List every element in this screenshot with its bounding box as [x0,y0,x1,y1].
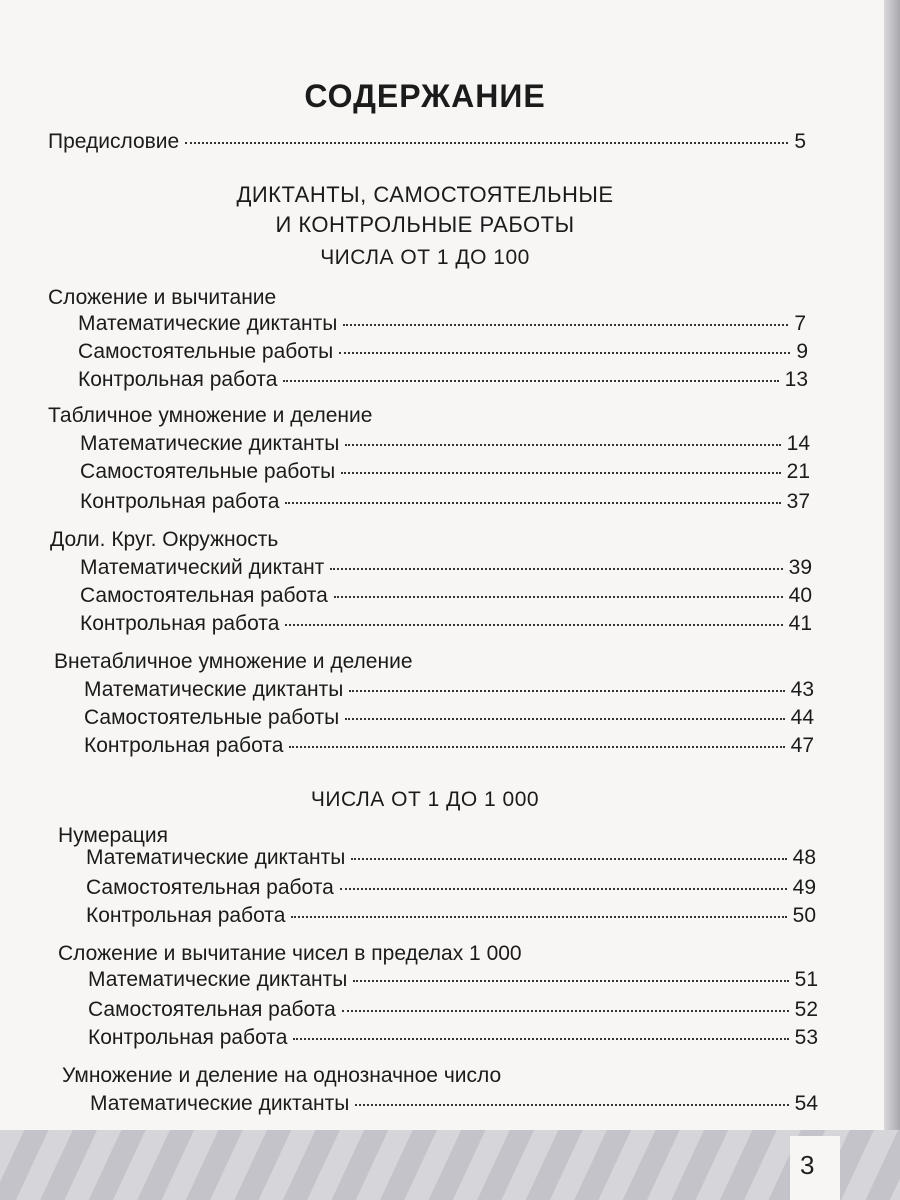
section-title: Внетабличное умножение и деление [54,650,413,673]
heading-line-2: И КОНТРОЛЬНЫЕ РАБОТЫ [275,212,575,237]
toc-row-label: Контрольная работа [86,904,286,927]
section-title: Сложение и вычитание чисел в пределах 1 000 [58,942,522,965]
dot-leader [353,980,788,982]
toc-row [78,340,808,364]
toc-row-page: 49 [792,876,816,899]
toc-row-page: 39 [788,556,812,579]
page-number-box [790,1136,840,1200]
heading-line-1: ДИКТАНТЫ, САМОСТОЯТЕЛЬНЫЕ [236,182,614,207]
toc-row [86,904,816,928]
toc-row [90,1092,818,1116]
toc-row-label: Математические диктанты [84,678,344,701]
toc-row [88,998,818,1022]
dot-leader [285,624,782,626]
toc-row-page: 9 [796,340,808,363]
toc-row-label: Самостоятельная работа [86,876,334,899]
toc-row [84,706,814,730]
toc-row-label: Самостоятельная работа [88,998,336,1021]
toc-row-label: Самостоятельные работы [80,460,336,483]
dot-leader [343,324,788,326]
toc-row [84,678,814,702]
dot-leader [291,916,786,918]
toc-row-page: 47 [790,734,814,757]
toc-row-label: Контрольная работа [80,612,280,635]
toc-row [86,876,816,900]
toc-row [80,490,810,514]
toc-title: СОДЕРЖАНИЕ [304,78,546,114]
toc-row-page: 51 [794,968,818,991]
section-title: Сложение и вычитание [48,286,277,309]
toc-row-label: Самостоятельная работа [80,584,328,607]
toc-row-page: 41 [788,612,812,635]
toc-row-page: 52 [794,998,818,1021]
dot-leader [330,568,782,570]
toc-row [88,968,818,992]
toc-row-label: Контрольная работа [88,1026,288,1049]
toc-row-label: Контрольная работа [80,490,280,513]
dot-leader [351,858,786,860]
toc-row [78,312,806,336]
dot-leader [289,746,784,748]
dot-leader [285,502,780,504]
toc-row [78,368,808,392]
toc-row-page: 44 [790,706,814,729]
toc-row-page: 37 [786,490,810,513]
dot-leader [342,1010,789,1012]
page-number: 3 [800,1150,815,1180]
toc-row-label: Самостоятельные работы [78,340,334,363]
section-title: Доли. Круг. Окружность [50,528,279,551]
toc-row-page: 53 [794,1026,818,1049]
page-edge [884,0,900,1200]
dot-leader [293,1038,788,1040]
toc-row-label: Математические диктанты [88,968,348,991]
toc-row [86,846,816,870]
toc-row [80,584,812,608]
toc-row-page: 43 [790,678,814,701]
dot-leader [345,718,784,720]
toc-row-preface [48,130,806,154]
toc-row-page: 14 [786,432,810,455]
toc-row-page: 13 [784,368,808,391]
toc-row-page: 48 [792,846,816,869]
toc-row [88,1026,818,1050]
toc-row-label: Контрольная работа [78,368,278,391]
part2-title: ЧИСЛА ОТ 1 ДО 1 000 [310,788,540,811]
toc-row-label: Математические диктанты [80,432,340,455]
toc-row [80,460,810,484]
part1-title: ЧИСЛА ОТ 1 ДО 100 [320,246,530,269]
toc-row-page: 7 [794,312,806,335]
section-title: Табличное умножение и деление [48,404,373,427]
toc-row-page: 5 [794,130,806,153]
section-title: Умножение и деление на однозначное число [62,1064,502,1087]
toc-row [80,432,810,456]
dot-leader [339,352,790,354]
toc-row-label: Математический диктант [80,556,325,579]
dot-leader [355,1104,788,1106]
toc-row-label: Математические диктанты [78,312,338,335]
dot-leader [345,444,780,446]
dot-leader [349,690,784,692]
toc-row-page: 40 [788,584,812,607]
toc-row [80,612,812,636]
dot-leader [340,888,787,890]
toc-row-label: Математические диктанты [86,846,346,869]
toc-row-page: 21 [786,460,810,483]
toc-row-label: Самостоятельные работы [84,706,340,729]
section-title: Нумерация [58,824,169,847]
toc-row-label: Предисловие [48,130,180,153]
toc-row-page: 54 [794,1092,818,1115]
toc-row [84,734,814,758]
dot-leader [185,142,788,144]
toc-row-label: Контрольная работа [84,734,284,757]
dot-leader [283,380,778,382]
dot-leader [334,596,783,598]
toc-row-label: Математические диктанты [90,1092,350,1115]
toc-row [80,556,812,580]
bottom-decor-band [0,1130,900,1200]
toc-row-page: 50 [792,904,816,927]
dot-leader [341,472,780,474]
